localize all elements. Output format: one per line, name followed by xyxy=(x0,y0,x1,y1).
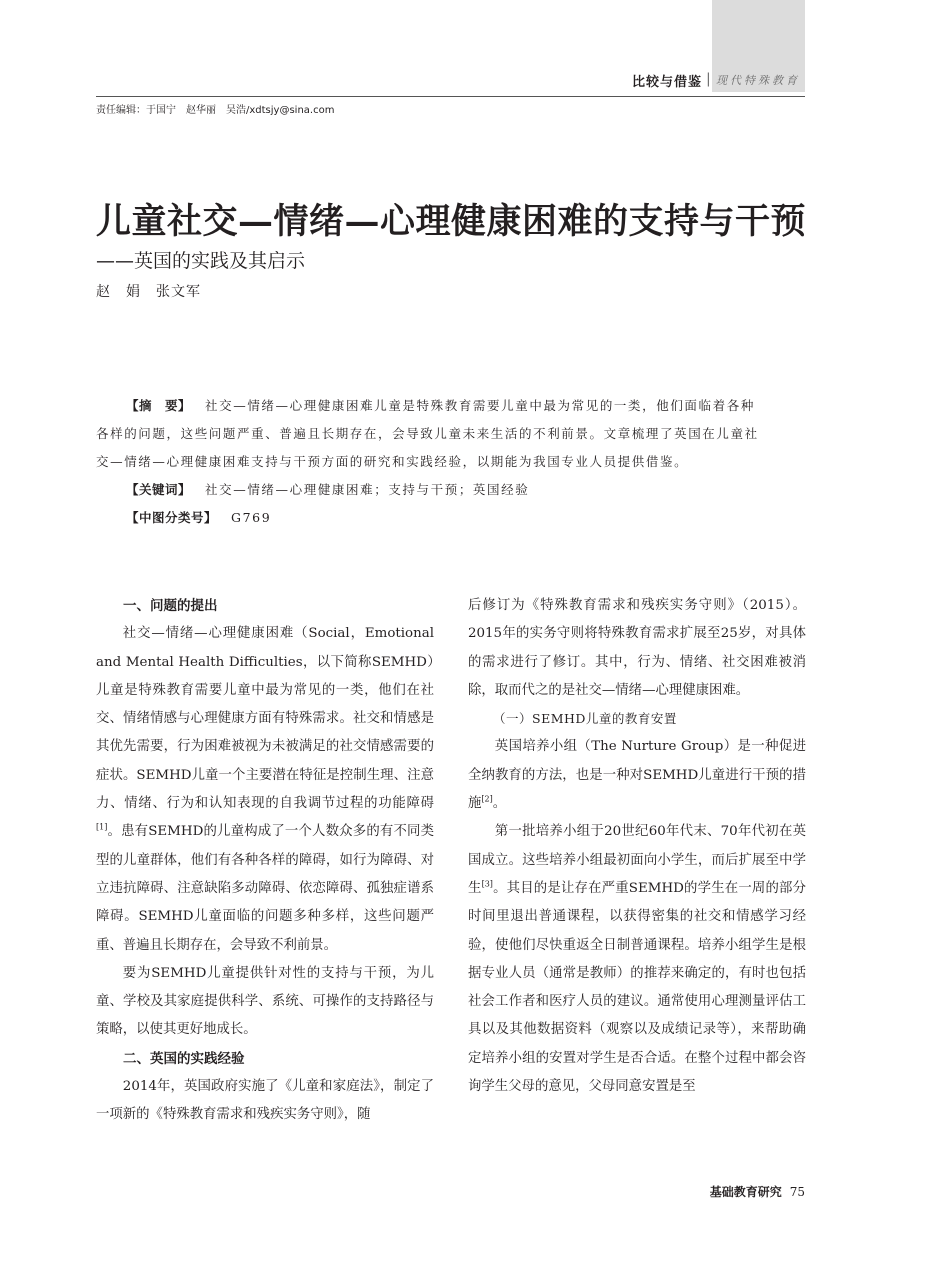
abstract-line-1 xyxy=(96,392,806,420)
paragraph-text: 第一批培养小组于20世纪60年代末、70年代初在英国成立。这些培养小组最初面向小学生，而后扩展至中学生 xyxy=(468,824,806,896)
body-column-left xyxy=(96,592,434,1130)
header-separator: | xyxy=(706,71,711,87)
paragraph-text: 。其目的是让存在严重SEMHD的学生在一周的部分时间里退出普通课程，以获得密集的社交和情感学习经验，使他们尽快重返全日制普通课程。培养小组学生是根据专业人员（通常是教师）的推荐来确定的，有时也包括社会工作者和医疗人员的建议。通常使用心理测量评估工具以及其他数据资料（观察以及成绩记录等），来帮助确定培养小组的安置对学生是否合适。在整个过程中都会咨询学生父母的意见，父母同意安置是至 xyxy=(468,880,807,1095)
keywords-label: 【关键词】 xyxy=(126,482,192,497)
citation-ref[interactable]: [1] xyxy=(96,822,108,832)
header-rule xyxy=(96,96,805,97)
paragraph xyxy=(96,620,434,960)
citation-ref[interactable]: [3] xyxy=(481,879,493,889)
page-number: 75 xyxy=(789,1185,805,1199)
abstract-block xyxy=(96,392,806,532)
abstract-line-2: 各样的问题，这些问题严重、普遍且长期存在，会导致儿童未来生活的不利前景。文章梳理了英国在儿童社 xyxy=(96,426,759,441)
paragraph: 2014年，英国政府实施了《儿童和家庭法》，制定了一项新的《特殊教育需求和残疾实务守则》，随 xyxy=(96,1079,434,1123)
paragraph xyxy=(468,733,806,818)
paragraph-text: 社交—情绪—心理健康困难（Social，Emotional and Mental Health Difficulties，以下简称SEMHD）儿童是特殊教育需要儿童中最为常见的一类，他们在社交、情绪情感与心理健康方面有特殊需求。社交和情感是其优先需要，行为困难被视为未被满足的社交情感需要的症状。SEMHD儿童一个主要潜在特征是控制生理、注意力、情绪、行为和认知表现的自我调节过程的功能障碍 xyxy=(96,626,434,812)
page-footer xyxy=(710,1183,805,1200)
editor-line: 责任编辑：于国宁 赵华丽 吴浩/xdtsjy@sina.com xyxy=(96,105,335,116)
article-authors: 赵 娟 张文军 xyxy=(96,284,201,300)
abstract-label: 【摘 要】 xyxy=(126,398,192,413)
paragraph-text: 。 xyxy=(492,796,507,812)
class-code-label: 【中图分类号】 xyxy=(126,510,218,525)
paragraph: 要为SEMHD儿童提供针对性的支持与干预，为儿童、学校及其家庭提供科学、系统、可操作的支持路径与策略，以使其更好地成长。 xyxy=(96,965,434,1038)
class-code-text: G769 xyxy=(231,510,272,525)
footer-journal: 基础教育研究 xyxy=(709,1185,782,1199)
paragraph-text: 。患有SEMHD的儿童构成了一个人数众多的有不同类型的儿童群体，他们有各种各样的障碍，如行为障碍、对立违抗障碍、注意缺陷多动障碍、依恋障碍、孤独症谱系障碍。SEMHD儿童面临的问题多种多样，这些问题严重、普遍且长期存在，会导致不利前景。 xyxy=(96,824,434,953)
article-subtitle: ——英国的实践及其启示 xyxy=(96,250,306,272)
body-column-right xyxy=(468,592,806,1101)
article-title: 儿童社交—情绪—心理健康困难的支持与干预 xyxy=(96,201,807,242)
abstract-text-1: 社交—情绪—心理健康困难儿童是特殊教育需要儿童中最为常见的一类，他们面临着各种 xyxy=(205,398,755,413)
class-code-row xyxy=(96,504,806,532)
journal-brush-logo: 现代特殊教育 xyxy=(716,74,800,87)
section-heading-2: 二、英国的实践经验 xyxy=(123,1050,245,1067)
keywords-text: 社交—情绪—心理健康困难；支持与干预；英国经验 xyxy=(205,482,530,497)
keywords-row xyxy=(96,476,806,504)
paragraph-text: 英国培养小组（The Nurture Group）是一种促进全纳教育的方法，也是一种对SEMHD儿童进行干预的措施 xyxy=(468,739,806,812)
section-heading-1: 一、问题的提出 xyxy=(123,598,218,614)
abstract-line-3: 交—情绪—心理健康困难支持与干预方面的研究和实践经验，以期能为我国专业人员提供借鉴。 xyxy=(96,454,689,469)
subsection-heading: （一）SEMHD儿童的教育安置 xyxy=(493,711,677,727)
paragraph: 后修订为《特殊教育需求和残疾实务守则》（2015）。2015年的实务守则将特殊教育需求扩展至25岁，对具体的需求进行了修订。其中，行为、情绪、社交困难被消除，取而代之的是社交—情绪—心理健康困难。 xyxy=(468,598,806,698)
paragraph xyxy=(468,818,806,1101)
section-category: 比较与借鉴 xyxy=(632,75,703,90)
citation-ref[interactable]: [2] xyxy=(481,794,493,804)
